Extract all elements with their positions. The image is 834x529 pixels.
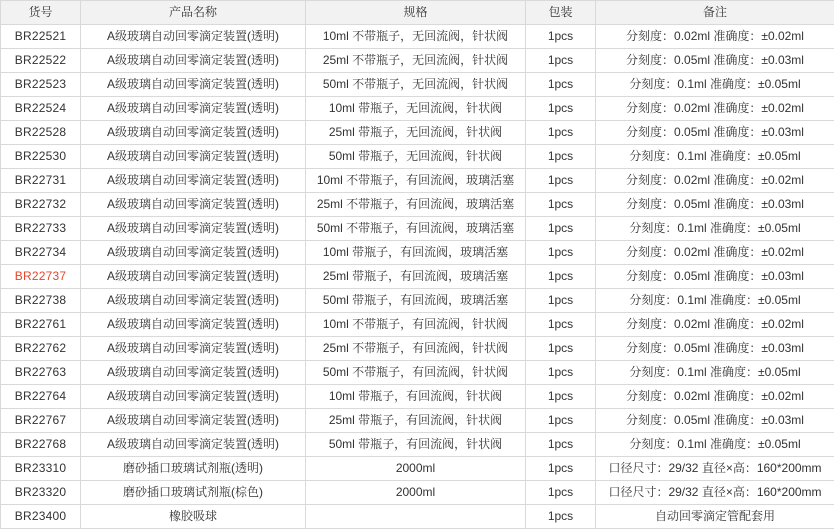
cell-specification: 10ml 不带瓶子，有回流阀，玻璃活塞 <box>306 169 526 193</box>
column-header-remark: 备注 <box>596 1 834 25</box>
cell-specification: 50ml 带瓶子，无回流阀，针状阀 <box>306 145 526 169</box>
cell-product-name: A级玻璃自动回零滴定装置(透明) <box>81 433 306 457</box>
column-header-spec: 规格 <box>306 1 526 25</box>
cell-specification: 25ml 带瓶子，有回流阀，玻璃活塞 <box>306 265 526 289</box>
cell-remark: 分刻度：0.05ml 准确度：±0.03ml <box>596 337 834 361</box>
cell-remark: 分刻度：0.02ml 准确度：±0.02ml <box>596 169 834 193</box>
cell-specification: 25ml 带瓶子，无回流阀，针状阀 <box>306 121 526 145</box>
cell-product-code: BR22767 <box>1 409 81 433</box>
cell-product-code: BR22524 <box>1 97 81 121</box>
cell-remark: 分刻度：0.05ml 准确度：±0.03ml <box>596 121 834 145</box>
cell-packaging: 1pcs <box>526 97 596 121</box>
cell-product-code: BR23310 <box>1 457 81 481</box>
cell-remark: 分刻度：0.05ml 准确度：±0.03ml <box>596 265 834 289</box>
cell-product-code: BR23400 <box>1 505 81 529</box>
table-row <box>1 121 834 145</box>
column-header-name: 产品名称 <box>81 1 306 25</box>
cell-product-code: BR22731 <box>1 169 81 193</box>
cell-specification: 25ml 不带瓶子，有回流阀，针状阀 <box>306 337 526 361</box>
cell-packaging: 1pcs <box>526 241 596 265</box>
cell-product-code: BR22733 <box>1 217 81 241</box>
column-header-code: 货号 <box>1 1 81 25</box>
cell-remark: 分刻度：0.1ml 准确度：±0.05ml <box>596 73 834 97</box>
table-row <box>1 289 834 313</box>
cell-product-name: A级玻璃自动回零滴定装置(透明) <box>81 73 306 97</box>
cell-packaging: 1pcs <box>526 313 596 337</box>
cell-product-code: BR22768 <box>1 433 81 457</box>
cell-packaging: 1pcs <box>526 265 596 289</box>
cell-packaging: 1pcs <box>526 289 596 313</box>
table-row <box>1 193 834 217</box>
cell-specification: 50ml 不带瓶子，有回流阀，针状阀 <box>306 361 526 385</box>
cell-product-name: A级玻璃自动回零滴定装置(透明) <box>81 121 306 145</box>
table-row <box>1 433 834 457</box>
cell-product-name: A级玻璃自动回零滴定装置(透明) <box>81 385 306 409</box>
cell-product-code: BR22523 <box>1 73 81 97</box>
cell-packaging: 1pcs <box>526 337 596 361</box>
cell-remark: 分刻度：0.1ml 准确度：±0.05ml <box>596 433 834 457</box>
cell-specification: 25ml 不带瓶子，无回流阀，针状阀 <box>306 49 526 73</box>
cell-product-name: A级玻璃自动回零滴定装置(透明) <box>81 289 306 313</box>
cell-remark: 分刻度：0.1ml 准确度：±0.05ml <box>596 361 834 385</box>
cell-product-code: BR22761 <box>1 313 81 337</box>
table-row <box>1 49 834 73</box>
cell-specification: 2000ml <box>306 481 526 505</box>
cell-product-code: BR22528 <box>1 121 81 145</box>
cell-product-name: A级玻璃自动回零滴定装置(透明) <box>81 313 306 337</box>
table-header <box>1 1 834 25</box>
cell-specification: 25ml 带瓶子，有回流阀，针状阀 <box>306 409 526 433</box>
cell-remark: 分刻度：0.02ml 准确度：±0.02ml <box>596 97 834 121</box>
cell-product-name: A级玻璃自动回零滴定装置(透明) <box>81 193 306 217</box>
table-body <box>1 25 834 529</box>
cell-product-code: BR23320 <box>1 481 81 505</box>
cell-product-name: 磨砂插口玻璃试剂瓶(棕色) <box>81 481 306 505</box>
table-row <box>1 25 834 49</box>
cell-specification: 50ml 带瓶子，有回流阀，针状阀 <box>306 433 526 457</box>
table-row <box>1 361 834 385</box>
cell-specification: 10ml 带瓶子，有回流阀，玻璃活塞 <box>306 241 526 265</box>
cell-remark: 口径尺寸：29/32 直径×高：160*200mm <box>596 481 834 505</box>
cell-remark: 分刻度：0.02ml 准确度：±0.02ml <box>596 385 834 409</box>
cell-specification <box>306 505 526 529</box>
cell-product-name: A级玻璃自动回零滴定装置(透明) <box>81 145 306 169</box>
cell-remark: 分刻度：0.05ml 准确度：±0.03ml <box>596 193 834 217</box>
cell-packaging: 1pcs <box>526 505 596 529</box>
cell-specification: 2000ml <box>306 457 526 481</box>
cell-product-code: BR22738 <box>1 289 81 313</box>
cell-product-name: A级玻璃自动回零滴定装置(透明) <box>81 217 306 241</box>
cell-packaging: 1pcs <box>526 121 596 145</box>
cell-remark: 分刻度：0.1ml 准确度：±0.05ml <box>596 289 834 313</box>
cell-specification: 50ml 带瓶子，有回流阀，玻璃活塞 <box>306 289 526 313</box>
cell-product-name: A级玻璃自动回零滴定装置(透明) <box>81 169 306 193</box>
cell-product-name: 橡胶吸球 <box>81 505 306 529</box>
table-row <box>1 169 834 193</box>
cell-specification: 10ml 带瓶子，有回流阀，针状阀 <box>306 385 526 409</box>
cell-remark: 分刻度：0.05ml 准确度：±0.03ml <box>596 409 834 433</box>
cell-remark: 分刻度：0.1ml 准确度：±0.05ml <box>596 145 834 169</box>
cell-remark: 分刻度：0.02ml 准确度：±0.02ml <box>596 241 834 265</box>
cell-product-code: BR22762 <box>1 337 81 361</box>
cell-product-name: A级玻璃自动回零滴定装置(透明) <box>81 25 306 49</box>
cell-packaging: 1pcs <box>526 49 596 73</box>
cell-packaging: 1pcs <box>526 73 596 97</box>
cell-specification: 10ml 不带瓶子，有回流阀，针状阀 <box>306 313 526 337</box>
cell-packaging: 1pcs <box>526 457 596 481</box>
cell-product-code: BR22763 <box>1 361 81 385</box>
cell-product-code: BR22530 <box>1 145 81 169</box>
cell-product-code: BR22737 <box>1 265 81 289</box>
cell-packaging: 1pcs <box>526 361 596 385</box>
cell-product-code: BR22522 <box>1 49 81 73</box>
cell-packaging: 1pcs <box>526 433 596 457</box>
cell-packaging: 1pcs <box>526 169 596 193</box>
cell-packaging: 1pcs <box>526 481 596 505</box>
cell-remark: 自动回零滴定管配套用 <box>596 505 834 529</box>
table-row <box>1 385 834 409</box>
table-row <box>1 217 834 241</box>
cell-product-code: BR22521 <box>1 25 81 49</box>
table-row <box>1 145 834 169</box>
cell-product-name: A级玻璃自动回零滴定装置(透明) <box>81 49 306 73</box>
cell-remark: 分刻度：0.02ml 准确度：±0.02ml <box>596 25 834 49</box>
cell-packaging: 1pcs <box>526 409 596 433</box>
table-row <box>1 265 834 289</box>
cell-specification: 10ml 不带瓶子，无回流阀，针状阀 <box>306 25 526 49</box>
cell-product-name: A级玻璃自动回零滴定装置(透明) <box>81 361 306 385</box>
cell-packaging: 1pcs <box>526 25 596 49</box>
cell-product-name: 磨砂插口玻璃试剂瓶(透明) <box>81 457 306 481</box>
cell-specification: 25ml 不带瓶子，有回流阀，玻璃活塞 <box>306 193 526 217</box>
table-row <box>1 457 834 481</box>
table-row <box>1 337 834 361</box>
cell-packaging: 1pcs <box>526 145 596 169</box>
table-header-row <box>1 1 834 25</box>
table-row <box>1 313 834 337</box>
cell-remark: 分刻度：0.02ml 准确度：±0.02ml <box>596 313 834 337</box>
cell-product-code: BR22764 <box>1 385 81 409</box>
cell-specification: 10ml 带瓶子，无回流阀，针状阀 <box>306 97 526 121</box>
cell-product-name: A级玻璃自动回零滴定装置(透明) <box>81 265 306 289</box>
cell-remark: 分刻度：0.05ml 准确度：±0.03ml <box>596 49 834 73</box>
column-header-pack: 包装 <box>526 1 596 25</box>
cell-packaging: 1pcs <box>526 217 596 241</box>
cell-product-name: A级玻璃自动回零滴定装置(透明) <box>81 97 306 121</box>
table-row <box>1 97 834 121</box>
cell-product-name: A级玻璃自动回零滴定装置(透明) <box>81 409 306 433</box>
cell-remark: 口径尺寸：29/32 直径×高：160*200mm <box>596 457 834 481</box>
table-row <box>1 481 834 505</box>
table-row <box>1 409 834 433</box>
cell-product-name: A级玻璃自动回零滴定装置(透明) <box>81 241 306 265</box>
cell-packaging: 1pcs <box>526 385 596 409</box>
cell-specification: 50ml 不带瓶子，无回流阀，针状阀 <box>306 73 526 97</box>
cell-packaging: 1pcs <box>526 193 596 217</box>
cell-product-name: A级玻璃自动回零滴定装置(透明) <box>81 337 306 361</box>
cell-product-code: BR22734 <box>1 241 81 265</box>
cell-remark: 分刻度：0.1ml 准确度：±0.05ml <box>596 217 834 241</box>
cell-specification: 50ml 不带瓶子，有回流阀，玻璃活塞 <box>306 217 526 241</box>
table-row <box>1 73 834 97</box>
table-row <box>1 241 834 265</box>
table-row <box>1 505 834 529</box>
cell-product-code: BR22732 <box>1 193 81 217</box>
